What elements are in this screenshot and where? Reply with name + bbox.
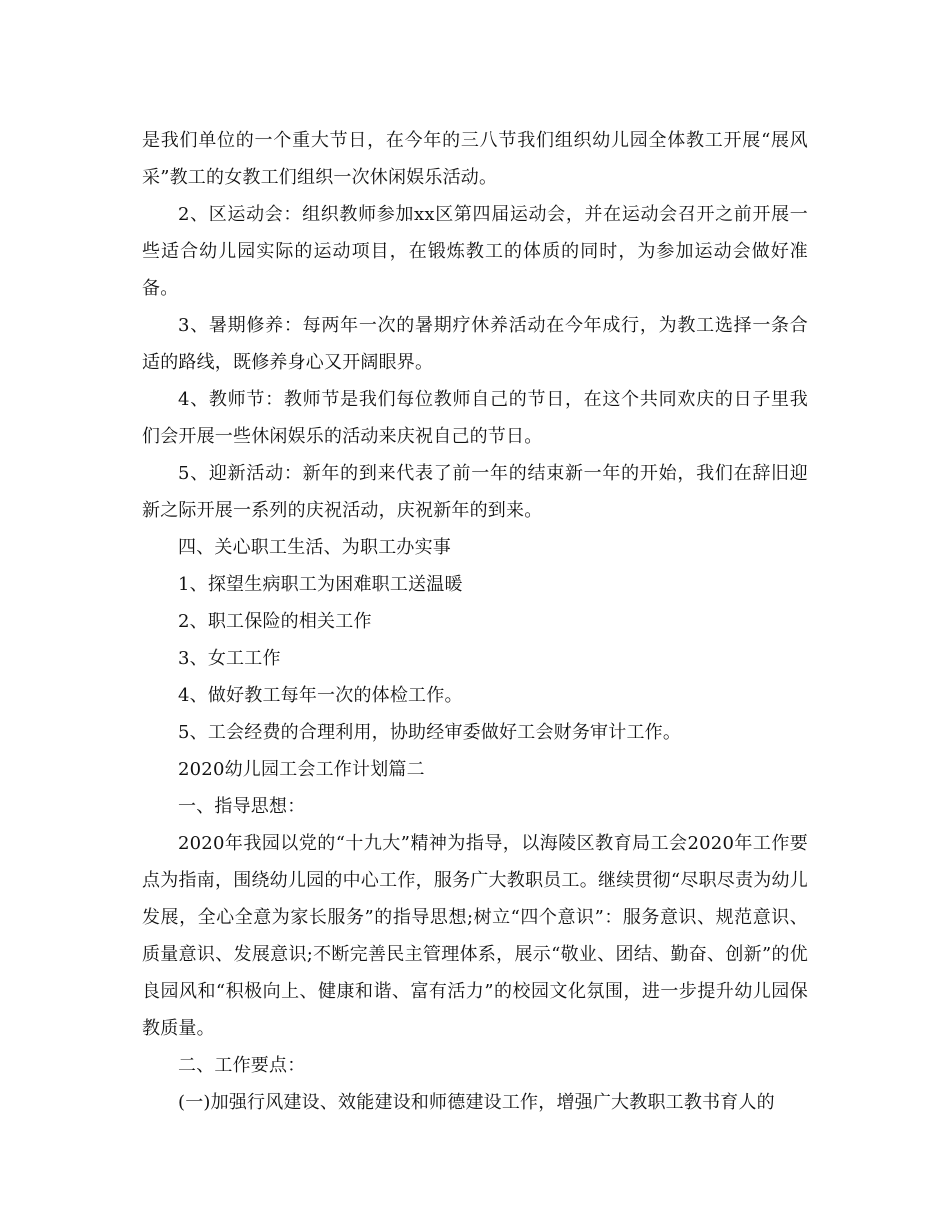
list-item-1: 1、探望生病职工为困难职工送温暖: [178, 574, 463, 595]
list-item-4: 4、做好教工每年一次的体检工作。: [178, 685, 463, 706]
section-heading-work-points: 二、工作要点：: [178, 1055, 306, 1076]
document-body: [142, 122, 808, 1121]
list-item-3: 3、女工工作: [178, 648, 281, 669]
paragraph-work-point-1: (一)加强行风建设、效能建设和师德建设工作，增强广大教职工教书育人的: [178, 1092, 775, 1113]
section-heading-4: 四、关心职工生活、为职工办实事: [178, 537, 451, 558]
paragraph-3: 3、暑期修养：每两年一次的暑期疗休养活动在今年成行，为教工选择一条合适的路线，既修养身心又开阔眼界。: [142, 315, 808, 373]
paragraph-2: 2、区运动会：组织教师参加xx区第四届运动会，并在运动会召开之前开展一些适合幼儿园实际的运动项目，在锻炼教工的体质的同时，为参加运动会做好准备。: [142, 204, 808, 299]
list-item-5: 5、工会经费的合理利用，协助经审委做好工会财务审计工作。: [178, 722, 682, 743]
list-item-2: 2、职工保险的相关工作: [178, 611, 372, 632]
document-subtitle: 2020幼儿园工会工作计划篇二: [178, 759, 425, 780]
paragraph-5: 5、迎新活动：新年的到来代表了前一年的结束新一年的开始，我们在辞旧迎新之际开展一系列的庆祝活动，庆祝新年的到来。: [142, 463, 808, 521]
paragraph-guiding-thought: 2020年我园以党的“十九大”精神为指导，以海陵区教育局工会2020年工作要点为指南，围绕幼儿园的中心工作，服务广大教职员工。继续贯彻“尽职尽责为幼儿发展，全心全意为家长服务”的指导思想;树立“四个意识”：服务意识、规范意识、质量意识、发展意识;不断完善民主管理体系，展示“敬业、团结、勤奋、创新”的优良园风和“积极向上、健康和谐、富有活力”的校园文化氛围，进一步提升幼儿园保教质量。: [142, 833, 808, 1039]
paragraph-1: 是我们单位的一个重大节日，在今年的三八节我们组织幼儿园全体教工开展“展风采”教工的女教工们组织一次休闲娱乐活动。: [142, 130, 808, 188]
section-heading-guiding-thought: 一、指导思想：: [178, 796, 306, 817]
paragraph-4: 4、教师节：教师节是我们每位教师自己的节日，在这个共同欢庆的日子里我们会开展一些休闲娱乐的活动来庆祝自己的节日。: [142, 389, 808, 447]
